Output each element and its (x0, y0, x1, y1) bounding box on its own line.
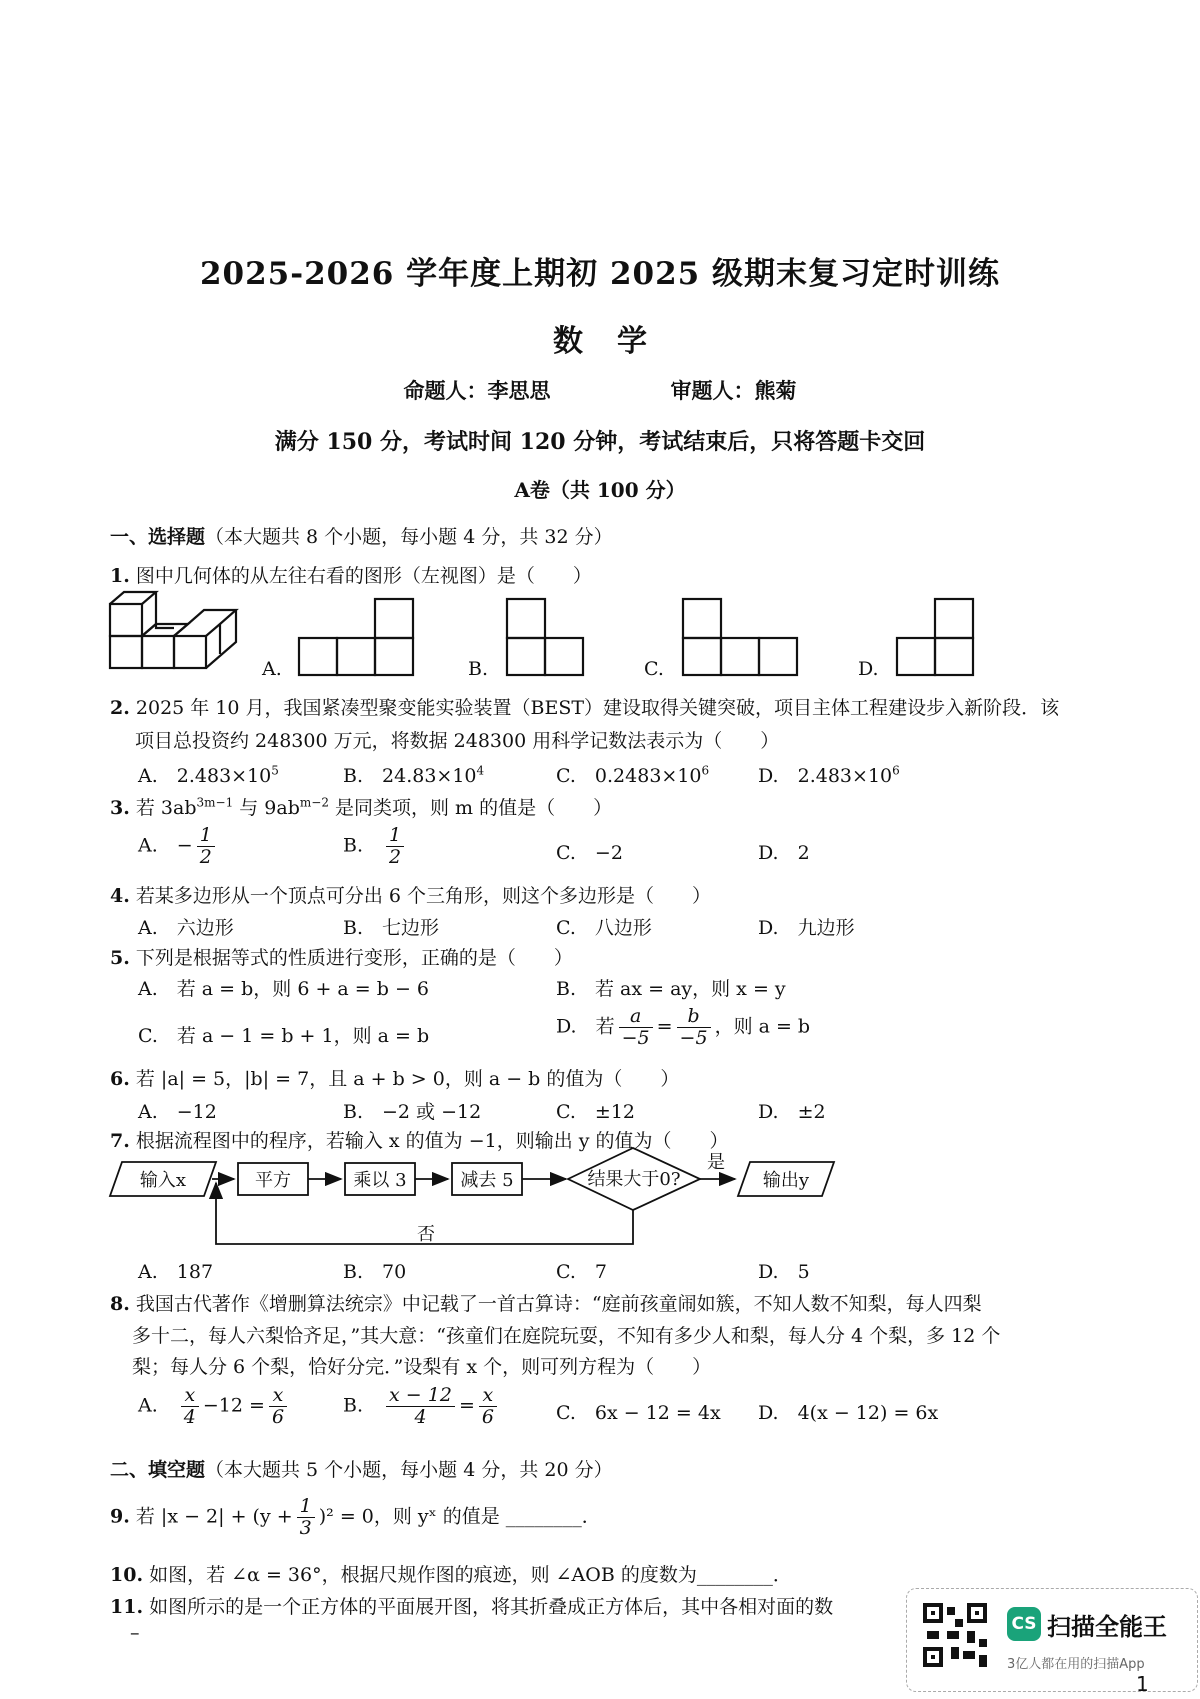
option-exponent: 6 (701, 763, 710, 778)
question-number: 2. (110, 697, 130, 719)
option-d (758, 838, 810, 865)
numerator: 1 (197, 825, 215, 847)
fraction (677, 1006, 711, 1049)
subject-title: 数学 (553, 324, 681, 359)
option-value: −2 (594, 842, 623, 864)
option-value: 2.483×10 (797, 765, 893, 787)
fraction (269, 1385, 287, 1428)
question-2 (110, 693, 1059, 720)
question-text: 图中几何体的从左往右看的图形（左视图）是（ ） (135, 565, 592, 587)
option-d: D. 5 (758, 1261, 810, 1283)
option-c: C. 7 (556, 1261, 607, 1283)
option-exponent: 6 (892, 763, 900, 778)
question-11 (110, 1592, 833, 1619)
section-title: 一、选择题 (110, 526, 206, 548)
question-text: 是同类项，则 m 的值是（ ） (328, 797, 613, 819)
option-value: 0.2483×10 (594, 765, 702, 787)
numerator: x − 12 (386, 1385, 455, 1407)
question-number: 9. (110, 1505, 130, 1528)
option-label: D. (758, 842, 779, 864)
solid-figure (108, 588, 243, 673)
option-label: A. (138, 834, 158, 857)
option-value: 24.83×10 (382, 765, 477, 787)
question-text: 若某多边形从一个顶点可分出 6 个三角形，则这个多边形是（ ） (135, 885, 712, 907)
question-6 (110, 1064, 679, 1091)
question-number: 3. (110, 797, 130, 819)
option-b (343, 825, 408, 868)
question-text: 与 9ab (233, 797, 300, 819)
question-text: 如图，若 ∠α = 36°，根据尺规作图的痕迹，则 ∠AOB 的度数为________． (149, 1564, 792, 1586)
option-a (138, 761, 279, 788)
denominator: −5 (679, 1026, 708, 1049)
question-9 (110, 1496, 601, 1539)
question-number: 1. (110, 565, 130, 587)
question-11-cont: – (130, 1622, 140, 1644)
question-text: 根据流程图中的程序，若输入 x 的值为 −1，则输出 y 的值为（ ） (135, 1130, 729, 1152)
option-b (343, 761, 484, 788)
question-5 (110, 943, 573, 970)
option-label: A. (138, 1394, 158, 1417)
question-reviewer: 审题人：熊菊 (670, 378, 797, 403)
flow-step-square: 平方 (255, 1170, 291, 1191)
option-value: 2.483×10 (176, 765, 272, 787)
denominator: 3 (299, 1516, 312, 1539)
option-text: = (458, 1394, 475, 1417)
option-b-figure (506, 598, 588, 676)
option-label: B. (343, 1394, 364, 1417)
option-label: D. (858, 658, 879, 680)
question-setter: 命题人：李思思 (403, 378, 551, 403)
brand-name: 扫描全能王 (1047, 1613, 1167, 1641)
option-a-figure (298, 598, 418, 676)
option-text: −12 = (202, 1394, 265, 1417)
option-label: C. (556, 842, 576, 864)
option-a: A. −12 (138, 1101, 217, 1123)
option-label: B. (343, 765, 364, 787)
flow-step-multiply: 乘以 3 (353, 1170, 407, 1191)
option-b: B. −2 或 −12 (343, 1101, 482, 1123)
option-d: D. 4(x − 12) = 6x (758, 1402, 939, 1424)
option-a: A. 六边形 (138, 917, 234, 939)
option-label: C. (644, 658, 664, 680)
section-note: （本大题共 8 个小题，每小题 4 分，共 32 分） (205, 526, 613, 548)
question-text: 如图所示的是一个正方体的平面展开图，将其折叠成正方体后，其中各相对面的数 (149, 1596, 834, 1618)
option-text: ，则 a = b (714, 1015, 811, 1038)
question-8-cont: 多十二，每人六梨恰齐足，”其大意：“孩童们在庭院玩耍，不知有多少人和梨，每人分 4 个梨，多 12 个 (132, 1325, 1001, 1347)
option-d: D. ±2 (758, 1101, 826, 1123)
question-number: 8. (110, 1293, 130, 1315)
section-heading (110, 522, 613, 549)
flow-step-subtract: 减去 5 (460, 1170, 514, 1191)
denominator: 6 (271, 1405, 285, 1428)
denominator: 2 (389, 845, 402, 868)
option-label: B. (468, 658, 489, 680)
question-3 (110, 793, 612, 820)
question-text: )² = 0，则 yˣ 的值是 ________． (318, 1505, 601, 1528)
option-label: C. (556, 765, 576, 787)
numerator: x (479, 1385, 497, 1407)
question-1 (110, 561, 592, 588)
brand-tagline: 3亿人都在用的扫描App (1007, 1657, 1145, 1672)
option-exponent: 4 (476, 763, 485, 778)
option-b: B. 70 (343, 1261, 407, 1283)
question-text: 我国古代著作《增删算法统宗》中记载了一首古算诗：“庭前孩童闹如簇，不知人数不知梨，每人四梨 (135, 1293, 982, 1315)
option-c-figure (682, 598, 802, 676)
equals-sign: = (656, 1015, 673, 1038)
option-sign: − (176, 834, 193, 857)
fraction (619, 1006, 653, 1049)
fraction (479, 1385, 497, 1428)
question-4 (110, 881, 711, 908)
fraction (386, 1385, 455, 1428)
question-number: 11. (110, 1596, 144, 1618)
question-text: 若 |a| = 5，|b| = 7，且 a + b > 0，则 a − b 的值为（ ） (135, 1068, 680, 1090)
section-note: （本大题共 5 个小题，每小题 4 分，共 20 分） (205, 1459, 613, 1481)
flow-output: 输出y (762, 1170, 810, 1191)
option-c: C. 若 a − 1 = b + 1，则 a = b (138, 1025, 430, 1047)
authors (0, 375, 1200, 405)
question-8 (110, 1289, 982, 1316)
option-a: A. 若 a = b，则 6 + a = b − 6 (138, 978, 429, 1000)
option-c: C. 八边形 (556, 917, 652, 939)
fraction (297, 1496, 315, 1539)
flow-decision: 结果大于0? (587, 1169, 681, 1190)
flow-input: 输入x (139, 1170, 187, 1191)
denominator: 4 (183, 1405, 196, 1428)
question-number: 10. (110, 1564, 144, 1586)
option-a (138, 1385, 291, 1428)
question-8-cont: 梨；每人分 6 个梨，恰好分完．”设梨有 x 个，则可列方程为（ ） (132, 1356, 712, 1378)
option-label: A. (138, 765, 158, 787)
numerator: x (181, 1385, 199, 1407)
question-number: 6. (110, 1068, 130, 1090)
exponent: 3m−1 (196, 795, 234, 810)
option-d (556, 1006, 810, 1049)
section-heading (110, 1455, 613, 1482)
option-c: C. ±12 (556, 1101, 635, 1123)
fraction (386, 825, 404, 868)
option-label: B. (343, 834, 364, 857)
camscanner-logo-icon: CS (1007, 1607, 1041, 1641)
page-number: 1 (1136, 1672, 1149, 1696)
option-b: B. 若 ax = ay，则 x = y (556, 978, 786, 1000)
option-a: A. 187 (138, 1261, 214, 1283)
option-c: C. 6x − 12 = 4x (556, 1402, 721, 1424)
numerator: x (269, 1385, 287, 1407)
option-d (758, 761, 900, 788)
option-a (138, 825, 219, 868)
numerator: 1 (386, 825, 404, 847)
numerator: a (619, 1006, 653, 1028)
option-b: B. 七边形 (343, 917, 440, 939)
option-label: A. (262, 658, 282, 680)
section-title: 二、填空题 (110, 1459, 206, 1481)
question-number: 5. (110, 947, 130, 969)
qr-code-icon (923, 1603, 987, 1667)
question-text: 下列是根据等式的性质进行变形，正确的是（ ） (135, 947, 573, 969)
question-text: 2025 年 10 月，我国紧凑型聚变能实验装置（BEST）建设取得关键突破，项目主体工程建设步入新阶段．该 (135, 697, 1060, 719)
question-number: 7. (110, 1130, 130, 1152)
option-exponent: 5 (271, 763, 279, 778)
numerator: 1 (297, 1496, 315, 1518)
exponent: m−2 (299, 795, 329, 810)
fraction (181, 1385, 199, 1428)
flow-no-label: 否 (417, 1224, 435, 1245)
question-text: 若 3ab (135, 797, 197, 819)
question-10 (110, 1560, 792, 1587)
numerator: b (677, 1006, 711, 1028)
option-c (556, 761, 709, 788)
question-2-cont: 项目总投资约 248300 万元，将数据 248300 用科学记数法表示为（ ） (135, 730, 780, 752)
exam-info: 满分 150 分，考试时间 120 分钟，考试结束后，只将答题卡交回 (274, 429, 926, 455)
flow-yes-label: 是 (707, 1152, 725, 1173)
question-number: 4. (110, 885, 130, 907)
option-text: D. 若 (556, 1015, 615, 1038)
option-b (343, 1385, 501, 1428)
exam-title: 2025-2026 学年度上期初 2025 级期末复习定时训练 (199, 256, 1001, 292)
option-d: D. 九边形 (758, 917, 855, 939)
question-text: 若 |x − 2| + (y + (135, 1505, 293, 1528)
option-label: D. (758, 765, 779, 787)
fraction (197, 825, 215, 868)
flowchart (108, 1152, 838, 1254)
denominator: 2 (199, 845, 212, 868)
denominator: 4 (414, 1405, 427, 1428)
option-d-figure (896, 598, 978, 676)
volume-heading: A卷（共 100 分） (514, 478, 686, 502)
scanner-watermark (906, 1588, 1198, 1692)
option-value: 2 (797, 842, 810, 864)
denominator: −5 (621, 1026, 650, 1049)
denominator: 6 (481, 1405, 494, 1428)
option-c (556, 838, 623, 865)
